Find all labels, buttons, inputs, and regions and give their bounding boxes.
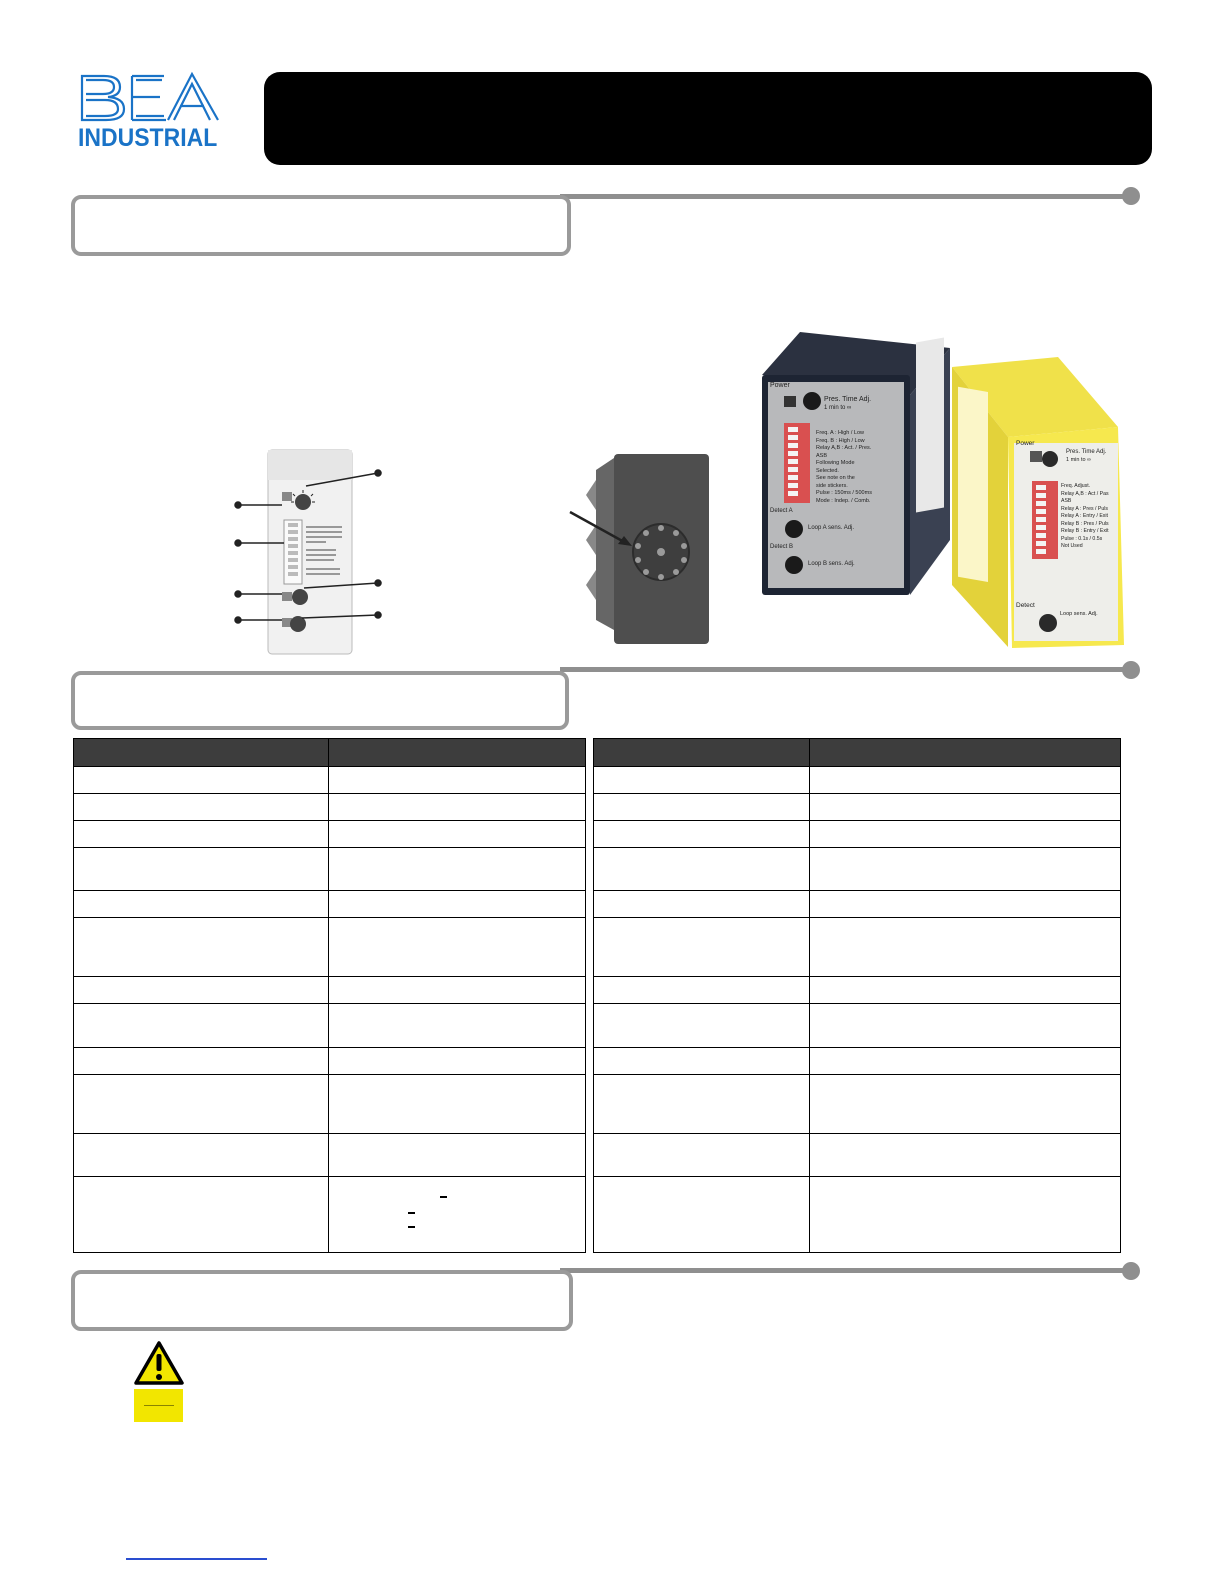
table-cell [810,821,1121,848]
yellow-detector-photo [948,355,1128,650]
table-cell [74,1177,329,1253]
yellow-dip-label: Freq. Adjust. [1061,483,1091,489]
table-header-row [74,739,586,767]
table-row [594,794,1121,821]
yellow-dip-labels [1061,483,1121,551]
table-row [594,1048,1121,1075]
section-2-dot [1122,661,1140,679]
table-row [594,1177,1121,1253]
table-row [74,1134,586,1177]
dark-detector-photo [760,330,960,600]
dark-loop-a-label: Loop A sens. Adj. [808,525,855,531]
section-1-dot [1122,187,1140,205]
table-cell [329,794,586,821]
table-row [74,794,586,821]
logo-wordmark: INDUSTRIAL [78,124,218,152]
dark-dip-label: ASB [816,452,828,459]
table-cell [329,918,586,977]
table-cell [810,977,1121,1004]
dark-loop-b-label: Loop B sens. Adj. [808,561,855,567]
dark-dip-label: Pulse : 150ms / 500ms [816,490,872,496]
warning-icon [134,1341,184,1423]
yellow-dip-label: Relay A,B : Act / Pas [1061,490,1109,497]
dark-detect-a-label: Detect A [770,508,793,514]
table-header-row [594,739,1121,767]
section-1-heading-box [71,195,571,256]
dark-pres-time-label: Pres. Time Adj. [824,396,872,403]
header-cell [74,739,329,767]
table-cell [329,767,586,794]
yellow-loop-label: Loop sens. Adj. [1060,611,1098,617]
yellow-dip-label: Relay A : Entry / Exit [1061,513,1108,519]
table-row [594,767,1121,794]
table-cell [594,1134,810,1177]
section-3-rule [560,1268,1130,1273]
yellow-dip-label: Relay A : Pres / Puls [1061,505,1108,512]
table-cell [594,1048,810,1075]
spec-table-left [73,738,586,1253]
bea-logo-mark [76,70,222,124]
table-cell [594,794,810,821]
yellow-dip-label: Relay B : Entry / Exit [1061,528,1109,534]
table-cell [329,891,586,918]
table-cell [594,977,810,1004]
table-cell [810,891,1121,918]
dark-dip-label: side stickers. [816,482,848,489]
table-cell [594,821,810,848]
table-cell [74,1048,329,1075]
table-cell [594,848,810,891]
table-cell [594,1075,810,1134]
table-row [594,891,1121,918]
table-row [594,1004,1121,1048]
yellow-dip-label: Relay B : Pres / Puls [1061,520,1109,527]
table-cell [810,918,1121,977]
header-cell [810,739,1121,767]
table-row [74,767,586,794]
table-row [594,1075,1121,1134]
table-cell [329,848,586,891]
table-cell [810,1004,1121,1048]
table-cell [74,794,329,821]
dark-dip-label: Selected. [816,467,839,474]
yellow-dip-label: Pulse : 0.1s / 0.5s [1061,535,1103,542]
dark-power-label: Power [770,382,790,389]
table-cell [329,1134,586,1177]
dark-detect-b-label: Detect B [770,544,794,550]
table-row [74,1075,586,1134]
yellow-detect-label: Detect [1016,602,1035,609]
table-cell [594,1004,810,1048]
dark-dip-label: Freq. B : High / Low [816,437,865,444]
table-cell [594,918,810,977]
table-cell [329,821,586,848]
socket-photo [566,440,716,645]
footer-link-underline[interactable] [126,1558,267,1560]
underline-mark [408,1226,415,1228]
header-cell [329,739,586,767]
dark-dip-label: Mode : Indep. / Comb. [816,497,871,504]
table-row [74,918,586,977]
table-row [594,918,1121,977]
table-row [594,977,1121,1004]
table-cell [329,977,586,1004]
yellow-dip-label: ASB [1061,498,1072,504]
table-row [74,891,586,918]
table-row [594,821,1121,848]
section-3-dot [1122,1262,1140,1280]
table-row [594,1134,1121,1177]
table-cell [74,891,329,918]
dark-dip-label: See note on the [816,475,855,481]
table-cell [810,1048,1121,1075]
dark-dip-label: Following Mode [816,460,855,466]
table-row [74,1177,586,1253]
table-cell [74,918,329,977]
table-row [74,821,586,848]
table-row [74,1048,586,1075]
table-row [74,1004,586,1048]
table-cell [74,848,329,891]
yellow-pres-time-label: Pres. Time Adj. [1066,449,1107,455]
section-3-heading-box [71,1270,573,1331]
table-cell [329,1004,586,1048]
section-2-heading-box [71,671,569,730]
table-cell [594,1177,810,1253]
table-cell [329,1048,586,1075]
table-cell [594,767,810,794]
front-panel-diagram [232,448,392,658]
table-cell [74,821,329,848]
table-cell [74,1134,329,1177]
yellow-one-min-label: 1 min to ∞ [1066,457,1092,463]
table-cell [810,1134,1121,1177]
table-cell [810,794,1121,821]
dark-dip-labels [816,430,904,505]
table-cell [810,1177,1121,1253]
table-row [594,848,1121,891]
table-cell [810,848,1121,891]
dark-one-min-label: 1 min to ∞ [824,405,852,411]
table-cell [74,1075,329,1134]
dark-dip-label: Relay A,B : Act. / Pres. [816,445,872,451]
table-cell [74,977,329,1004]
table-cell [329,1075,586,1134]
bea-industrial-logo [76,70,226,155]
table-cell [810,767,1121,794]
section-1-rule [560,194,1130,199]
spec-table-right [593,738,1121,1253]
title-bar [264,72,1152,165]
table-cell [594,891,810,918]
table-cell [74,1004,329,1048]
table-row [74,977,586,1004]
yellow-power-label: Power [1016,440,1035,447]
table-cell [74,767,329,794]
underline-mark [440,1196,447,1198]
underline-mark [408,1212,415,1214]
section-2-rule [560,667,1130,672]
table-cell [810,1075,1121,1134]
dark-dip-label: Freq. A : High / Low [816,430,864,436]
table-cell [329,1177,586,1253]
table-row [74,848,586,891]
header-cell [594,739,810,767]
yellow-dip-label: Not Used [1061,543,1083,549]
